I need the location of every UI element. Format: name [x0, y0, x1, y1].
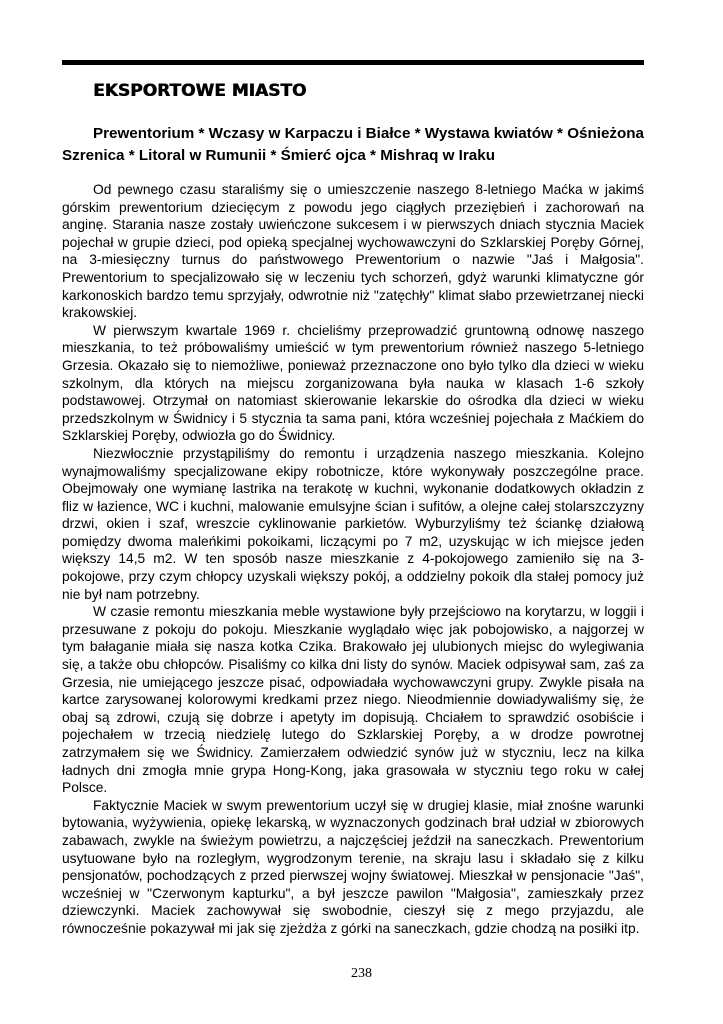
paragraph: Niezwłocznie przystąpiliśmy do remontu i urządzenia naszego mieszkania. Kolejno wynajmowaliśmy specjalizowane ekipy robotnicze, które wykonywały poszczególne prace. Obejmowały one wymianę lastrika na terakotę w kuchni, wykonanie dodatkowych okładzin z fliz w łazience, WC i kuchni, malowanie emulsyjne ścian i sufitów, a olejne całej stolarszczyzny drzwi, okien i szaf, wreszcie cyklinowanie parkietów. Wyburzyliśmy też ściankę działową pomiędzy dwoma maleńkimi pokoikami, liczącymi po 7 m2, uzyskując w ich miejsce jeden większy 14,5 m2. W ten sposób nasze mieszkanie z 4-pokojowego zamieniło się na 3-pokojowe, przy czym chłopcy uzyskali większy pokój, a oddzielny pokoik dla stałej pomocy już nie był nam potrzebny. [62, 445, 644, 602]
page-number: 238 [351, 966, 372, 981]
chapter-subtitle: Prewentorium * Wczasy w Karpaczu i Białce * Wystawa kwiatów * Ośnieżona Szrenica * Litoral w Rumunii * Śmierć ojca * Mishraq w Iraku [62, 125, 644, 164]
chapter-title: EKSPORTOWE MIASTO [93, 81, 307, 101]
paragraph: W czasie remontu mieszkania meble wystawione były przejściowo na korytarzu, w loggii i przesuwane z pokoju do pokoju. Mieszkanie wyglądało więc jak pobojowisko, a najgorzej w tym bałaganie miała się nasza kotka Czika. Brakowało jej ulubionych miejsc do wylegiwania się, a także obu chłopców. Pisaliśmy co kilka dni listy do synów. Maciek odpisywał sam, zaś za Grzesia, nie umiejącego jeszcze pisać, odpowiadała wychowawczyni grupy. Zwykle pisała na kartce zarysowanej kolorowymi kredkami przez niego. Nieodmiennie dowiadywaliśmy się, że obaj są zdrowi, czują się dobrze i apetyty im dopisują. Chciałem to sprawdzić osobiście i pojechałem w trzecią niedzielę lutego do Szklarskiej Poręby, a w drodze powrotnej zatrzymałem się we Świdnicy. Zamierzałem odwiedzić synów już w styczniu, lecz na kilka ładnych dni zmogła mnie grypa Hong-Kong, jaka grasowała w styczniu tego roku w całej Polsce. [62, 604, 644, 796]
paragraph: Faktycznie Maciek w swym prewentorium uczył się w drugiej klasie, miał znośne warunki bytowania, wyżywienia, opiekę lekarską, w wyznaczonych godzinach brał udział w zbiorowych zabawach, zwykle na świeżym powietrzu, a najczęściej jeździł na saneczkach. Prewentorium usytuowane było na rozległym, wygrodzonym terenie, na skraju lasu i składało się z kilku pensjonatów, pochodzących z przed pierwszej wojny światowej. Mieszkał w pensjonacie "Jaś", wcześniej w "Czerwonym kapturku", a był jeszcze pawilon "Małgosia", zamieszkały przez dziewczynki. Maciek zachowywał się swobodnie, cieszył się z mego przyjazdu, ale równocześnie pokazywał mi jak się zjeżdża z górki na saneczkach, gdzie chodzą na posiłki itp. [62, 797, 644, 936]
body-text [62, 181, 644, 938]
paragraph: Od pewnego czasu staraliśmy się o umieszczenie naszego 8-letniego Maćka w jakimś górskim prewentorium dziecięcym z powodu jego ciągłych przeziębień i zachorowań na anginę. Starania nasze zostały uwieńczone sukcesem i w pierwszych dniach stycznia Maciek pojechał w grupie dzieci, pod opieką specjalnej wychowawczyni do Szklarskiej Poręby Górnej, na 3-miesięczny turnus do państwowego Prewentorium o nazwie "Jaś i Małgosia". Prewentorium to specjalizowało się w leczeniu tych schorzeń, gdyż warunki klimatyczne gór karkonoskich bardzo temu sprzyjały, odwrotnie niż "zatęchły" klimat słabo przewietrzanej niecki krakowskiej. [62, 182, 644, 321]
top-rule [62, 60, 644, 65]
paragraph: W pierwszym kwartale 1969 r. chcieliśmy przeprowadzić gruntowną odnowę naszego mieszkania, to też próbowaliśmy umieścić w tym prewentorium również naszego 5-letniego Grzesia. Okazało się to niemożliwe, ponieważ przeznaczone ono było tylko dla dzieci w wieku szkolnym, dla których na miejscu zorganizowana była nauka w klasach 1-6 szkoły podstawowej. Otrzymał on natomiast skierowanie lekarskie do ośrodka dla dzieci w wieku przedszkolnym w Świdnicy i 5 stycznia ta sama pani, która wcześniej pojechała z Maćkiem do Szklarskiej Poręby, odwiozła go do Świdnicy. [62, 322, 644, 444]
